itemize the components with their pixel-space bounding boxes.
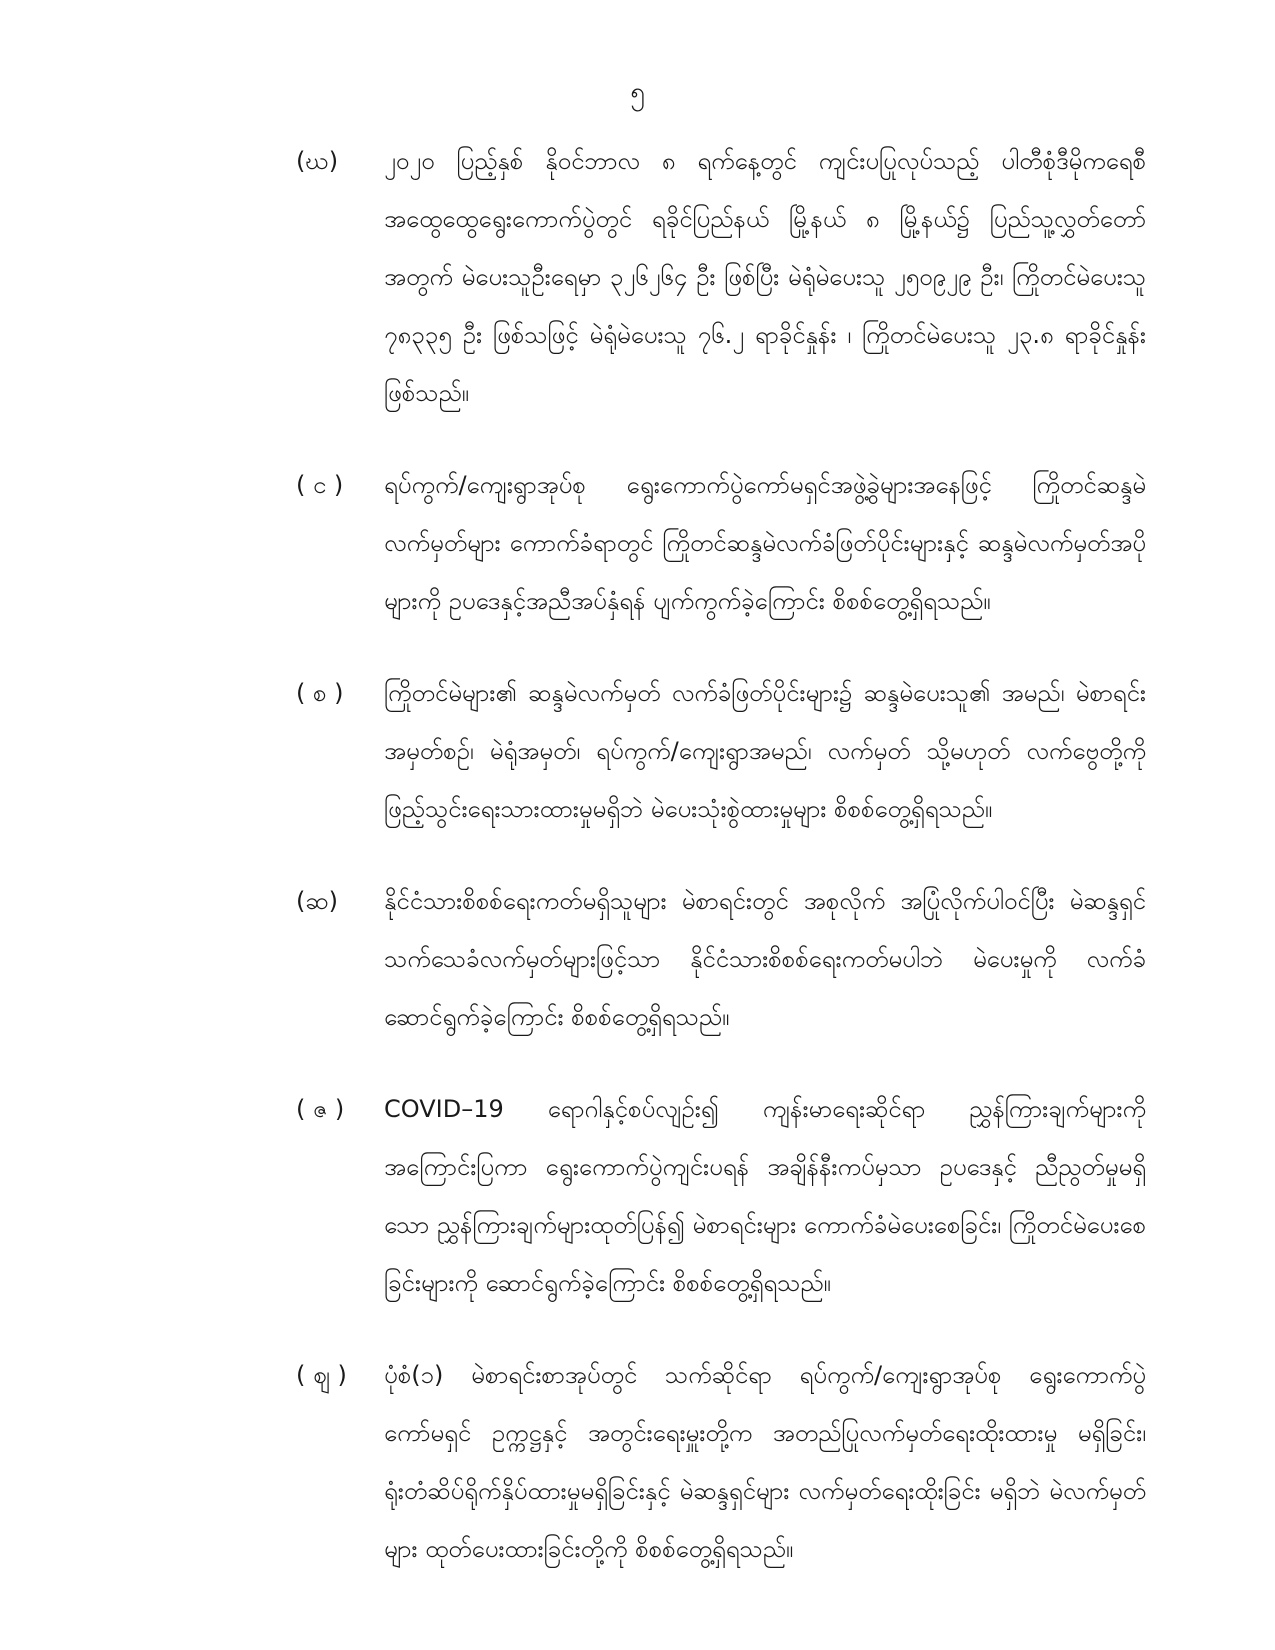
clause-nga <box>296 456 1146 630</box>
clause-text: ပုံစံ(၁) မဲစာရင်းစာအုပ်တွင် သက်ဆိုင်ရာ ရပ်ကွက်/ကျေးရွာအုပ်စု ရွေးကောက်ပွဲကော်မရှင် ဥက္ကဋ္ဌနှင့် အတွင်းရေးမှူးတို့က အတည်ပြုလက်မှတ်ရေးထိုးထားမှု မရှိခြင်း၊ ရုံးတံဆိပ်ရိုက်နှိပ်ထားမှုမရှိခြင်းနှင့် မဲဆန္ဒရှင်များ လက်မှတ်ရေးထိုးခြင်း မရှိဘဲ မဲလက်မှတ်များ ထုတ်ပေးထားခြင်းတို့ကို စိစစ်တွေ့ရှိရသည်။ <box>384 1361 1146 1563</box>
clause-label: ( ဇ ) <box>296 1095 345 1123</box>
clause-label: ( စ ) <box>296 679 344 707</box>
clause-gha <box>296 132 1146 422</box>
clause-text: ၂၀၂၀ ပြည့်နှစ် နိုဝင်ဘာလ ၈ ရက်နေ့တွင် ကျင်းပပြုလုပ်သည့် ပါတီစုံဒီမိုကရေစီ အထွေထွေရွေးကောက်ပွဲတွင် ရခိုင်ပြည်နယ် မြို့နယ် ၈ မြို့နယ်၌ ပြည်သူ့လွှတ်တော်အတွက် မဲပေးသူဦးရေမှာ ၃၂၆၂၆၄ ဦး ဖြစ်ပြီး မဲရုံမဲပေးသူ ၂၅၀၉၂၉ ဦး၊ ကြိုတင်မဲပေးသူ ၇၈၃၃၅ ဦး ဖြစ်သဖြင့် မဲရုံမဲပေးသူ ၇၆.၂ ရာခိုင်နှုန်း ၊ ကြိုတင်မဲပေးသူ ၂၃.၈ ရာခိုင်နှုန်း ဖြစ်သည်။ <box>384 147 1146 407</box>
clause-list <box>296 132 1146 1612</box>
clause-label: (ဆ) <box>296 887 338 915</box>
clause-label: ( င ) <box>296 471 344 499</box>
clause-hsa <box>296 872 1146 1046</box>
clause-za <box>296 1080 1146 1312</box>
clause-label: ( ဈ ) <box>296 1361 347 1389</box>
page-number: ၅ <box>630 77 645 107</box>
clause-text: ရပ်ကွက်/ကျေးရွာအုပ်စု ရွေးကောက်ပွဲကော်မရှင်အဖွဲ့ခွဲများအနေဖြင့် ကြိုတင်ဆန္ဒမဲလက်မှတ်များ ကောက်ခံရာတွင် ကြိုတင်ဆန္ဒမဲလက်ခံဖြတ်ပိုင်းများနှင့် ဆန္ဒမဲလက်မှတ်အပိုများကို ဥပဒေနှင့်အညီအပ်နှံရန် ပျက်ကွက်ခဲ့ကြောင်း စိစစ်တွေ့ရှိရသည်။ <box>384 471 1146 615</box>
clause-zha <box>296 1346 1146 1578</box>
clause-text: နိုင်ငံသားစိစစ်ရေးကတ်မရှိသူများ မဲစာရင်းတွင် အစုလိုက် အပြုံလိုက်ပါဝင်ပြီး မဲဆန္ဒရှင်သက်သေခံလက်မှတ်များဖြင့်သာ နိုင်ငံသားစိစစ်ရေးကတ်မပါဘဲ မဲပေးမှုကို လက်ခံဆောင်ရွက်ခဲ့ကြောင်း စိစစ်တွေ့ရှိရသည်။ <box>384 887 1146 1031</box>
clause-text: ကြိုတင်မဲများ၏ ဆန္ဒမဲလက်မှတ် လက်ခံဖြတ်ပိုင်းများ၌ ဆန္ဒမဲပေးသူ၏ အမည်၊ မဲစာရင်းအမှတ်စဉ်၊ မဲရုံအမှတ်၊ ရပ်ကွက်/ကျေးရွာအမည်၊ လက်မှတ် သို့မဟုတ် လက်ဗွေတို့ကို ဖြည့်သွင်းရေးသားထားမှုမရှိဘဲ မဲပေးသုံးစွဲထားမှုများ စိစစ်တွေ့ရှိရသည်။ <box>384 679 1146 823</box>
clause-text: COVID–19 ရောဂါနှင့်စပ်လျဉ်း၍ ကျန်းမာရေးဆိုင်ရာ ညွှန်ကြားချက်များကို အကြောင်းပြကာ ရွေးကောက်ပွဲကျင်းပရန် အချိန်နီးကပ်မှသာ ဥပဒေနှင့် ညီညွတ်မှုမရှိသော ညွှန်ကြားချက်များထုတ်ပြန်၍ မဲစာရင်းများ ကောက်ခံမဲပေးစေခြင်း၊ ကြိုတင်မဲပေးစေခြင်းများကို ဆောင်ရွက်ခဲ့ကြောင်း စိစစ်တွေ့ရှိရသည်။ <box>384 1095 1146 1297</box>
clause-sa <box>296 664 1146 838</box>
clause-label: (ဃ) <box>296 147 339 175</box>
